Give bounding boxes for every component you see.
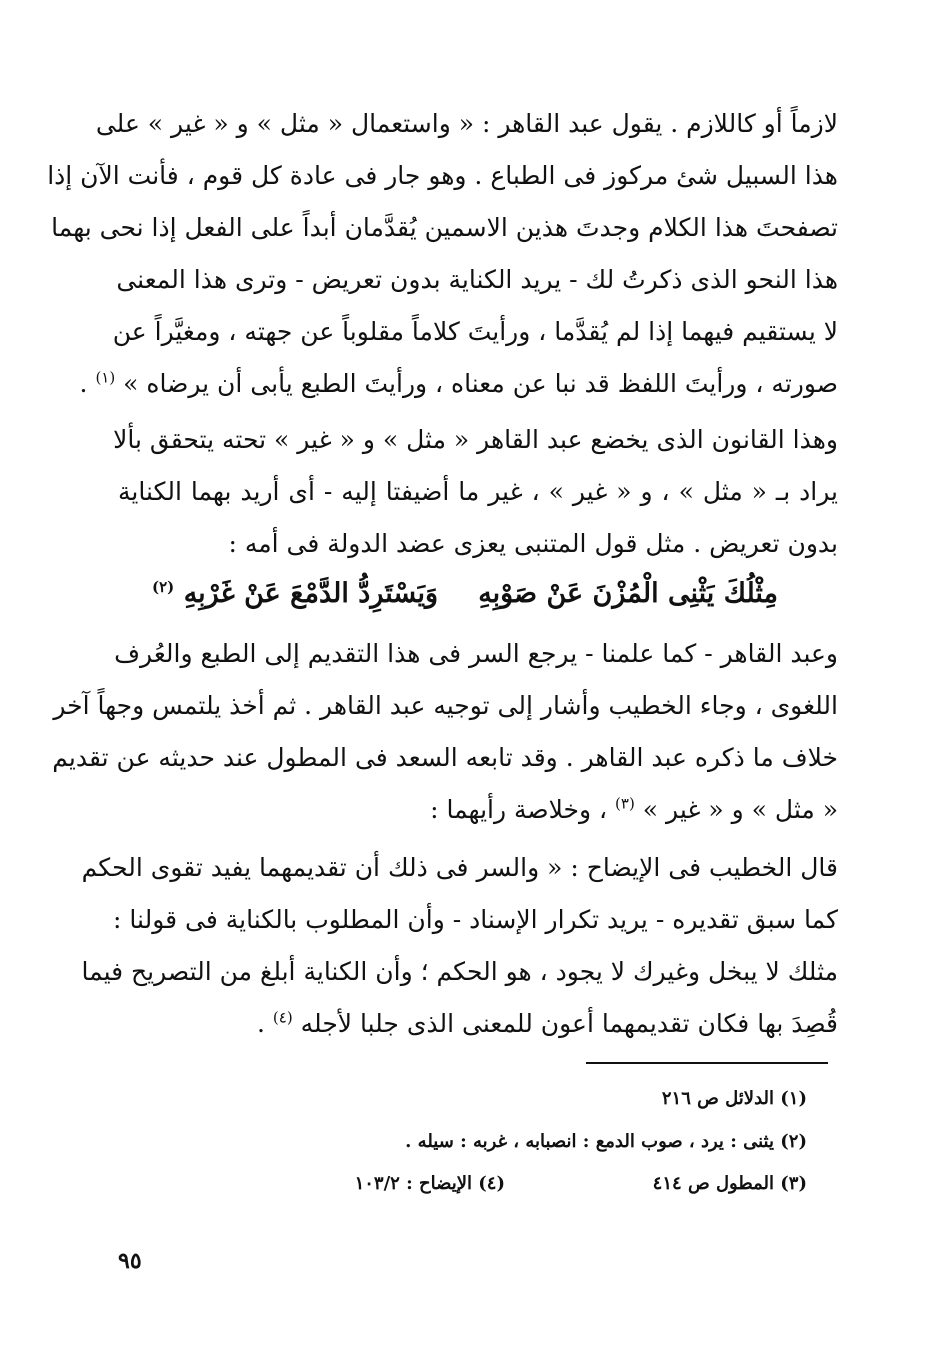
paragraph-3-line-1: وعبد القاهر - كما علمنا - يرجع السر فى هذا التقديم إلى الطبع والعُرف <box>114 639 838 668</box>
paragraph-1-line-1: لازماً أو كاللازم . يقول عبد القاهر : « واستعمال « مثل » و « غير » على <box>95 109 838 138</box>
footnote-ref-1: (١) <box>95 368 116 387</box>
paragraph-2-line-2: يراد بـ « مثل » ، و « غير » ، غير ما أضيفتا إليه - أى أريد بهما الكناية <box>118 477 838 506</box>
paragraph-4-line-2: كما سبق تقديره - يريد تكرار الإسناد - وأن المطلوب بالكناية فى قولنا : <box>113 905 838 934</box>
paragraph-1-line-6-text: صورته ، ورأيتَ اللفظ قد نبا عن معناه ، ورأيتَ الطبع يأبى أن يرضاه » <box>123 369 838 398</box>
footnote-2: (٢) يثنى : يرد ، صوب الدمع : انصبابه ، غربه : سيله . <box>405 1131 807 1152</box>
footnote-ref-3: (٣) <box>615 794 635 813</box>
paragraph-3-line-3: خلاف ما ذكره عبد القاهر . وقد تابعه السعد فى المطول عند حديثه عن تقديم <box>52 743 838 772</box>
paragraph-4 <box>81 842 838 1050</box>
page-number: ٩٥ <box>118 1248 142 1274</box>
paragraph-2-line-1: وهذا القانون الذى يخضع عبد القاهر « مثل » و « غير » تحته يتحقق بألا <box>113 425 838 454</box>
paragraph-4-line-4 <box>118 998 838 1050</box>
paragraph-3 <box>52 628 838 836</box>
footnote-ref-2: (٢) <box>152 578 175 596</box>
paragraph-1 <box>47 98 838 410</box>
paragraph-3-tail: ، وخلاصة رأيهما : <box>430 795 608 824</box>
paragraph-2-line-3: بدون تعريض . مثل قول المتنبى يعزى عضد الدولة فى أمه : <box>228 529 838 558</box>
paragraph-1-line-4: هذا النحو الذى ذكرتُ لك - يريد الكناية بدون تعريض - وترى هذا المعنى <box>116 265 838 294</box>
paragraph-4-line-4-text: قُصِدَ بها فكان تقديمهما أعون للمعنى الذى جلبا لأجله <box>300 1009 838 1038</box>
footnote-1: (١) الدلائل ص ٢١٦ <box>661 1088 807 1109</box>
verse-second-hemistich: وَيَسْتَرِدُّ الدَّمْعَ عَنْ غَرْبِهِ <box>183 578 438 609</box>
paragraph-3-line-2: اللغوى ، وجاء الخطيب وأشار إلى توجيه عبد القاهر . ثم أخذ يلتمس وجهاً آخر <box>53 691 838 720</box>
poetry-verse <box>118 566 838 622</box>
paragraph-4-line-1: قال الخطيب فى الإيضاح : « والسر فى ذلك أن تقديمهما يفيد تقوى الحكم <box>81 853 838 882</box>
paragraph-2 <box>113 414 838 570</box>
footnote-separator <box>586 1062 828 1064</box>
paragraph-1-line-6 <box>79 358 838 410</box>
verse-second-hemistich-group <box>152 566 438 622</box>
paragraph-1-end-punct: . <box>79 369 88 398</box>
paragraph-4-end-punct: . <box>257 1009 265 1038</box>
footnote-3: (٣) المطول ص ٤١٤ <box>652 1173 807 1194</box>
paragraph-1-line-5: لا يستقيم فيهما إذا لم يُقدَّما ، ورأيتَ كلاماً مقلوباً عن جهته ، ومغيَّراً عن <box>112 317 838 346</box>
paragraph-4-line-3: مثلك لا يبخل وغيرك لا يجود ، هو الحكم ؛ وأن الكناية أبلغ من التصريح فيما <box>81 957 838 986</box>
paragraph-1-line-2: هذا السبيل شئ مركوز فى الطباع . وهو جار فى عادة كل قوم ، فأنت الآن إذا <box>47 161 838 190</box>
verse-first-hemistich: مِثْلُكَ يَثْنِى الْمُزْنَ عَنْ صَوْبِهِ <box>478 578 778 609</box>
paragraph-1-line-3: تصفحتَ هذا الكلام وجدتَ هذين الاسمين يُقدَّمان أبداً على الفعل إذا نحى بهما <box>51 213 838 242</box>
paragraph-3-line-4-text: « مثل » و « غير » <box>642 795 838 824</box>
footnote-ref-4: (٤) <box>272 1008 293 1027</box>
footnote-4: (٤) الإيضاح : ١٠٣/٢ <box>354 1173 505 1194</box>
paragraph-3-line-4 <box>118 784 838 836</box>
